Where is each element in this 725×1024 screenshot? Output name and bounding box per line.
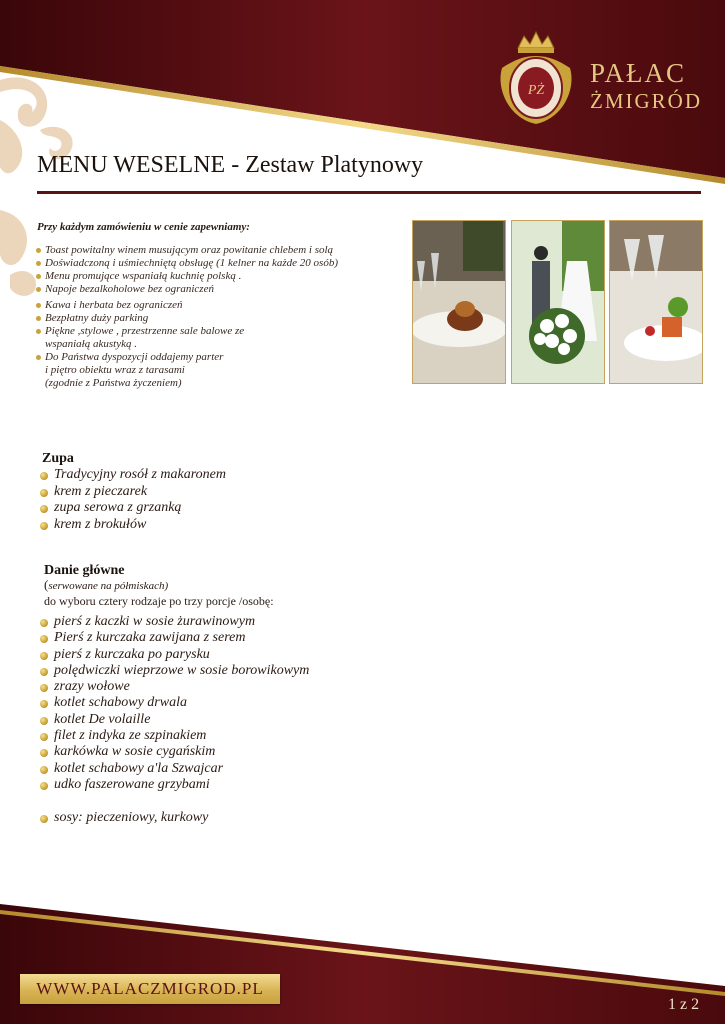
list-item-sauces: sosy: pieczeniowy, kurkowy xyxy=(40,810,309,826)
list-item: kotlet De volaille xyxy=(40,712,309,728)
gold-bullet-icon xyxy=(36,329,41,334)
gold-bullet-icon xyxy=(36,274,41,279)
main-course-heading: Danie główne xyxy=(44,563,125,578)
brand-line-2: ŻMIGRÓD xyxy=(590,89,702,113)
gold-bullet-icon xyxy=(40,684,48,692)
footer-banner xyxy=(0,900,725,1024)
list-item: Toast powitalny winem musującym oraz powitanie chlebem i solą xyxy=(36,244,406,257)
photo-plated-dish xyxy=(412,220,506,384)
gold-bullet-icon xyxy=(40,782,48,790)
main-course-list xyxy=(40,614,309,827)
list-item: krem z pieczarek xyxy=(40,484,226,501)
list-item: Tradycyjny rosół z makaronem xyxy=(40,467,226,484)
gold-bullet-icon xyxy=(36,303,41,308)
gold-bullet-icon xyxy=(40,472,48,480)
list-item: kotlet schabowy a'la Szwajcar xyxy=(40,761,309,777)
brand-line-1: PAŁAC xyxy=(590,58,687,88)
website-link[interactable]: WWW.PALACZMIGROD.PL xyxy=(36,979,264,998)
photo-table-setting xyxy=(609,220,703,384)
title-divider xyxy=(37,191,701,194)
included-services-list xyxy=(36,244,406,390)
gold-bullet-icon xyxy=(40,522,48,530)
list-item: Napoje bezalkoholowe bez ograniczeń xyxy=(36,283,406,296)
list-item: udko faszerowane grzybami xyxy=(40,777,309,793)
gold-bullet-icon xyxy=(40,815,48,823)
website-banner[interactable] xyxy=(20,974,280,1004)
gold-bullet-icon xyxy=(36,248,41,253)
gold-bullet-icon xyxy=(40,668,48,676)
photo-wedding-couple xyxy=(511,220,605,384)
list-item: Bezpłatny duży parking xyxy=(36,312,406,325)
gold-bullet-icon xyxy=(40,749,48,757)
palace-crest xyxy=(488,28,584,128)
soup-heading: Zupa xyxy=(42,451,74,466)
gold-bullet-icon xyxy=(40,635,48,643)
gold-bullet-icon xyxy=(40,733,48,741)
list-item: filet z indyka ze szpinakiem xyxy=(40,728,309,744)
gold-bullet-icon xyxy=(40,652,48,660)
list-item: Pierś z kurczaka zawijana z serem xyxy=(40,630,309,646)
list-item: zupa serowa z grzanką xyxy=(40,500,226,517)
gold-bullet-icon xyxy=(40,505,48,513)
selection-note: do wyboru cztery rodzaje po trzy porcje /osobę: xyxy=(44,594,274,608)
list-item: zrazy wołowe xyxy=(40,679,309,695)
gold-bullet-icon xyxy=(36,261,41,266)
gold-bullet-icon xyxy=(40,619,48,627)
intro-text: Przy każdym zamówieniu w cenie zapewniamy: xyxy=(37,221,250,233)
list-item: pierś z kurczaka po parysku xyxy=(40,647,309,663)
list-item: Menu promujące wspaniałą kuchnię polską . xyxy=(36,270,406,283)
page-number: 1 z 2 xyxy=(668,996,700,1013)
svg-text:PŻ: PŻ xyxy=(527,83,545,98)
gold-bullet-icon xyxy=(40,717,48,725)
list-item: Doświadczoną i uśmiechniętą obsługę (1 kelner na każde 20 osób) xyxy=(36,257,406,270)
gold-bullet-icon xyxy=(40,766,48,774)
gold-bullet-icon xyxy=(40,700,48,708)
list-item: Piękne ,stylowe , przestrzenne sale balowe ze wspaniałą akustyką . xyxy=(36,325,406,351)
brand-name xyxy=(590,60,702,112)
page-title: MENU WESELNE - Zestaw Platynowy xyxy=(37,152,424,178)
soup-list xyxy=(40,467,226,533)
gold-bullet-icon xyxy=(40,489,48,497)
serving-note: (serwowane na półmiskach) xyxy=(44,577,169,592)
list-item: karkówka w sosie cygańskim xyxy=(40,744,309,760)
list-item: Kawa i herbata bez ograniczeń xyxy=(36,299,406,312)
list-item: pierś z kaczki w sosie żurawinowym xyxy=(40,614,309,630)
list-item: Do Państwa dyspozycji oddajemy parter i piętro obiektu wraz z tarasami (zgodnie z Państwa życzeniem) xyxy=(36,351,406,390)
gold-bullet-icon xyxy=(36,355,41,360)
list-item: krem z brokułów xyxy=(40,517,226,534)
gold-bullet-icon xyxy=(36,287,41,292)
gold-bullet-icon xyxy=(36,316,41,321)
list-item: polędwiczki wieprzowe w sosie borowikowym xyxy=(40,663,309,679)
list-item: kotlet schabowy drwala xyxy=(40,695,309,711)
crown-icon xyxy=(518,32,554,53)
